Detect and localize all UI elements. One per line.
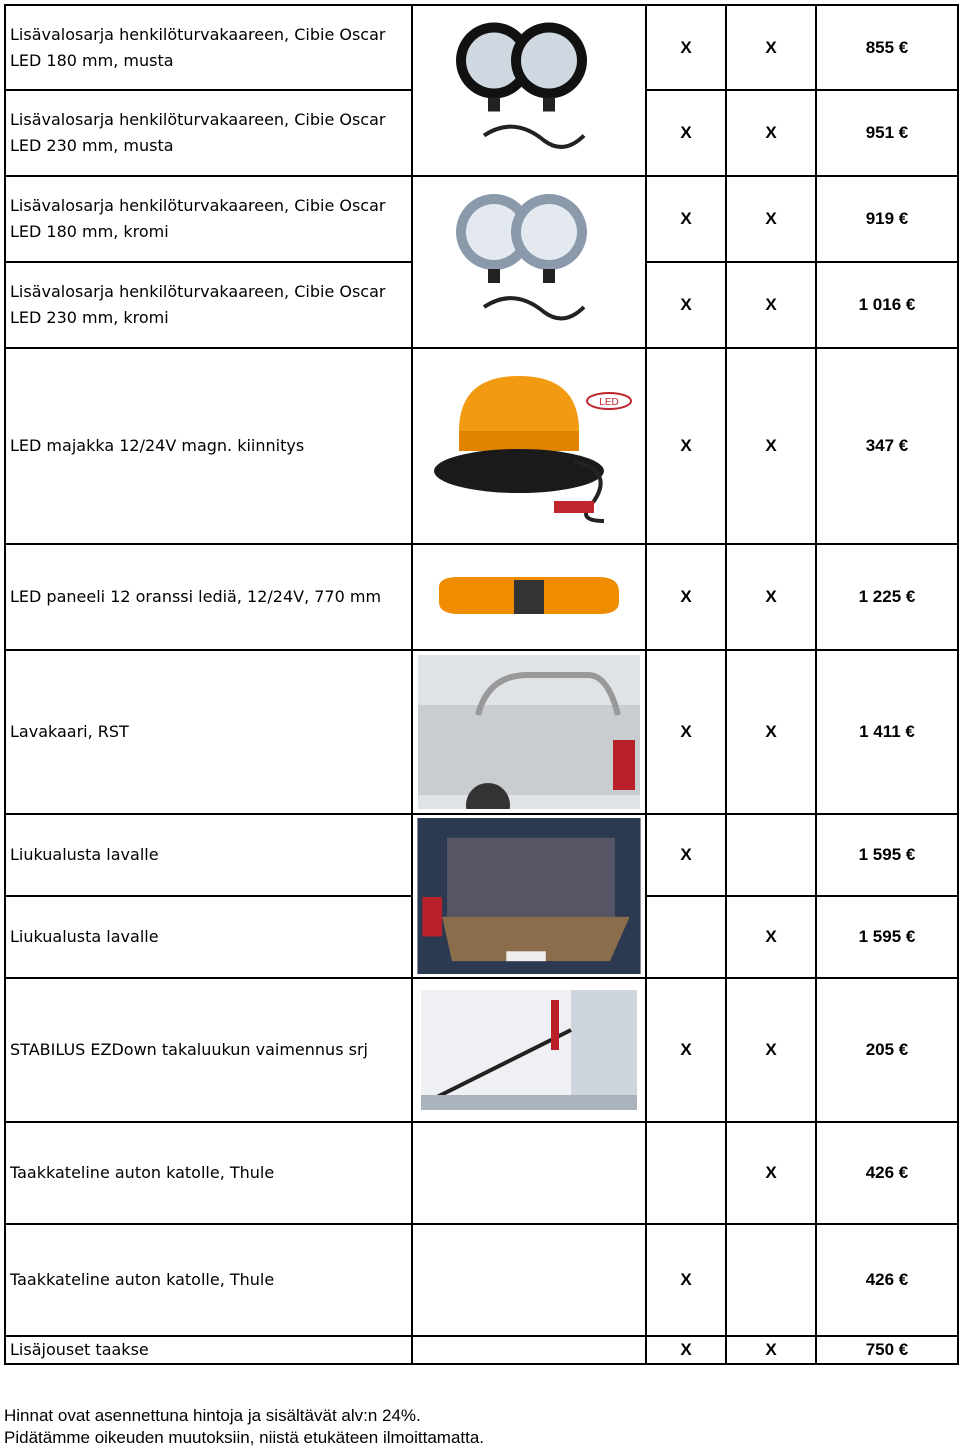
table-row (5, 650, 958, 814)
availability-mark-1: X (646, 5, 726, 90)
availability-mark-1: X (646, 262, 726, 348)
price: 919 € (816, 176, 958, 262)
black-driving-lights-image (412, 5, 646, 176)
price: 426 € (816, 1122, 958, 1224)
availability-mark-2: X (726, 262, 816, 348)
tailgate-damper-image (412, 978, 646, 1122)
footer-note-vat: Hinnat ovat asennettuna hintoja ja sisältävät alv:n 24%. (4, 1406, 421, 1425)
availability-mark-2: X (726, 978, 816, 1122)
availability-mark-1: X (646, 650, 726, 814)
product-name: Liukualusta lavalle (5, 896, 412, 978)
table-row (5, 5, 958, 90)
price: 951 € (816, 90, 958, 176)
product-name: Lisävalosarja henkilöturvakaareen, Cibie Oscar LED 180 mm, kromi (5, 176, 412, 262)
availability-mark-1: X (646, 544, 726, 650)
availability-mark-1 (646, 896, 726, 978)
chrome-driving-lights-image (412, 176, 646, 348)
availability-mark-2: X (726, 650, 816, 814)
product-name: Lisäjouset taakse (5, 1336, 412, 1364)
svg-text:LED: LED (599, 397, 619, 408)
availability-mark-2 (726, 814, 816, 896)
availability-mark-2: X (726, 896, 816, 978)
price: 1 595 € (816, 896, 958, 978)
product-name: Taakkateline auton katolle, Thule (5, 1122, 412, 1224)
availability-mark-2: X (726, 544, 816, 650)
table-row (5, 978, 958, 1122)
bed-slide-image (412, 814, 646, 978)
product-name: Lavakaari, RST (5, 650, 412, 814)
product-name: Lisävalosarja henkilöturvakaareen, Cibie Oscar LED 230 mm, musta (5, 90, 412, 176)
price: 205 € (816, 978, 958, 1122)
table-row (5, 1224, 958, 1336)
availability-mark-1: X (646, 814, 726, 896)
price: 1 411 € (816, 650, 958, 814)
price: 855 € (816, 5, 958, 90)
product-name: LED paneeli 12 oranssi lediä, 12/24V, 770 mm (5, 544, 412, 650)
led-beacon-image (412, 348, 646, 544)
empty-image-cell (412, 1122, 646, 1224)
product-name: Liukualusta lavalle (5, 814, 412, 896)
price: 426 € (816, 1224, 958, 1336)
price: 1 016 € (816, 262, 958, 348)
availability-mark-2: X (726, 90, 816, 176)
empty-image-cell (412, 1336, 646, 1364)
availability-mark-2: X (726, 1122, 816, 1224)
availability-mark-2: X (726, 348, 816, 544)
empty-image-cell (412, 1224, 646, 1336)
availability-mark-2: X (726, 176, 816, 262)
price: 750 € (816, 1336, 958, 1364)
table-row (5, 544, 958, 650)
led-light-bar-image (412, 544, 646, 650)
pickup-roll-bar-image (412, 650, 646, 814)
product-name: Taakkateline auton katolle, Thule (5, 1224, 412, 1336)
table-row (5, 176, 958, 262)
availability-mark-1 (646, 1122, 726, 1224)
price-table (4, 4, 959, 1365)
product-name: STABILUS EZDown takaluukun vaimennus srj (5, 978, 412, 1122)
availability-mark-1: X (646, 90, 726, 176)
availability-mark-2: X (726, 5, 816, 90)
price: 1 225 € (816, 544, 958, 650)
table-row (5, 348, 958, 544)
availability-mark-1: X (646, 176, 726, 262)
footer-note-changes: Pidätämme oikeuden muutoksiin, niistä etukäteen ilmoittamatta. (4, 1428, 485, 1447)
availability-mark-1: X (646, 348, 726, 544)
availability-mark-2: X (726, 1336, 816, 1364)
table-row (5, 1336, 958, 1364)
availability-mark-1: X (646, 1336, 726, 1364)
table-row (5, 1122, 958, 1224)
availability-mark-1: X (646, 1224, 726, 1336)
price: 1 595 € (816, 814, 958, 896)
table-row (5, 814, 958, 896)
availability-mark-1: X (646, 978, 726, 1122)
availability-mark-2 (726, 1224, 816, 1336)
product-name: Lisävalosarja henkilöturvakaareen, Cibie Oscar LED 230 mm, kromi (5, 262, 412, 348)
product-name: Lisävalosarja henkilöturvakaareen, Cibie Oscar LED 180 mm, musta (5, 5, 412, 90)
price: 347 € (816, 348, 958, 544)
product-name: LED majakka 12/24V magn. kiinnitys (5, 348, 412, 544)
